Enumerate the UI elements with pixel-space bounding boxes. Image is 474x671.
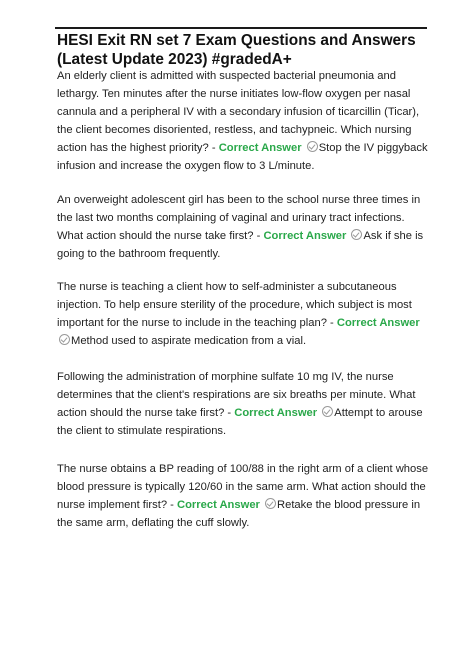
answer-text: Method used to aspirate medication from a vial. — [71, 335, 307, 347]
document-title: HESI Exit RN set 7 Exam Questions and Answers (Latest Update 2023) #gradedA+ — [57, 32, 416, 68]
correct-answer-label: Correct Answer — [263, 230, 347, 242]
answer-text: Stop the IV piggyback infusion and increase the oxygen flow to 3 L/minute. — [57, 142, 428, 172]
qa-item-1 — [57, 67, 429, 175]
qa-item-5 — [57, 460, 429, 532]
check-circle-icon — [265, 498, 276, 509]
correct-answer-label: Correct Answer — [218, 142, 302, 154]
check-circle-icon — [322, 406, 333, 417]
qa-item-2 — [57, 191, 429, 263]
question-text: The nurse is teaching a client how to self-administer a subcutaneous injection. To help ensure sterility of the procedure, which subject is most important for the nurse to include in the teaching plan? - — [57, 281, 412, 329]
question-text: An elderly client is admitted with suspected bacterial pneumonia and lethargy. Ten minutes after the nurse initiates low-flow oxygen per nasal cannula and a peripheral IV with a secondary infusion of ticarcillin (Ticar), the client becomes disoriented, restless, and tachypneic. Which nursing action has the highest priority? - — [57, 70, 420, 154]
correct-answer-label: Correct Answer — [177, 499, 260, 511]
answer-text: Attempt to arouse the client to stimulate respirations. — [57, 407, 423, 437]
question-text: An overweight adolescent girl has been to the school nurse three times in the last two months complaining of vaginal and urinary tract infections. What action should the nurse take first? - — [57, 194, 421, 242]
question-text: Following the administration of morphine sulfate 10 mg IV, the nurse determines that the client's respirations are six breaths per minute. What action should the nurse take first? - — [57, 371, 416, 419]
check-circle-icon — [59, 334, 70, 345]
answer-text: Retake the blood pressure in the same arm, deflating the cuff slowly. — [57, 499, 421, 529]
correct-answer-label: Correct Answer — [234, 407, 318, 419]
check-circle-icon — [307, 141, 318, 152]
question-text: The nurse obtains a BP reading of 100/88 in the right arm of a client whose blood pressure is typically 120/60 in the same arm. What action should the nurse implement first? - — [57, 463, 429, 511]
qa-item-3 — [57, 278, 429, 350]
answer-text: Ask if she is going to the bathroom frequently. — [57, 230, 424, 260]
qa-item-4 — [57, 368, 429, 440]
top-divider — [55, 27, 427, 29]
correct-answer-label: Correct Answer — [336, 317, 420, 329]
check-circle-icon — [351, 229, 362, 240]
